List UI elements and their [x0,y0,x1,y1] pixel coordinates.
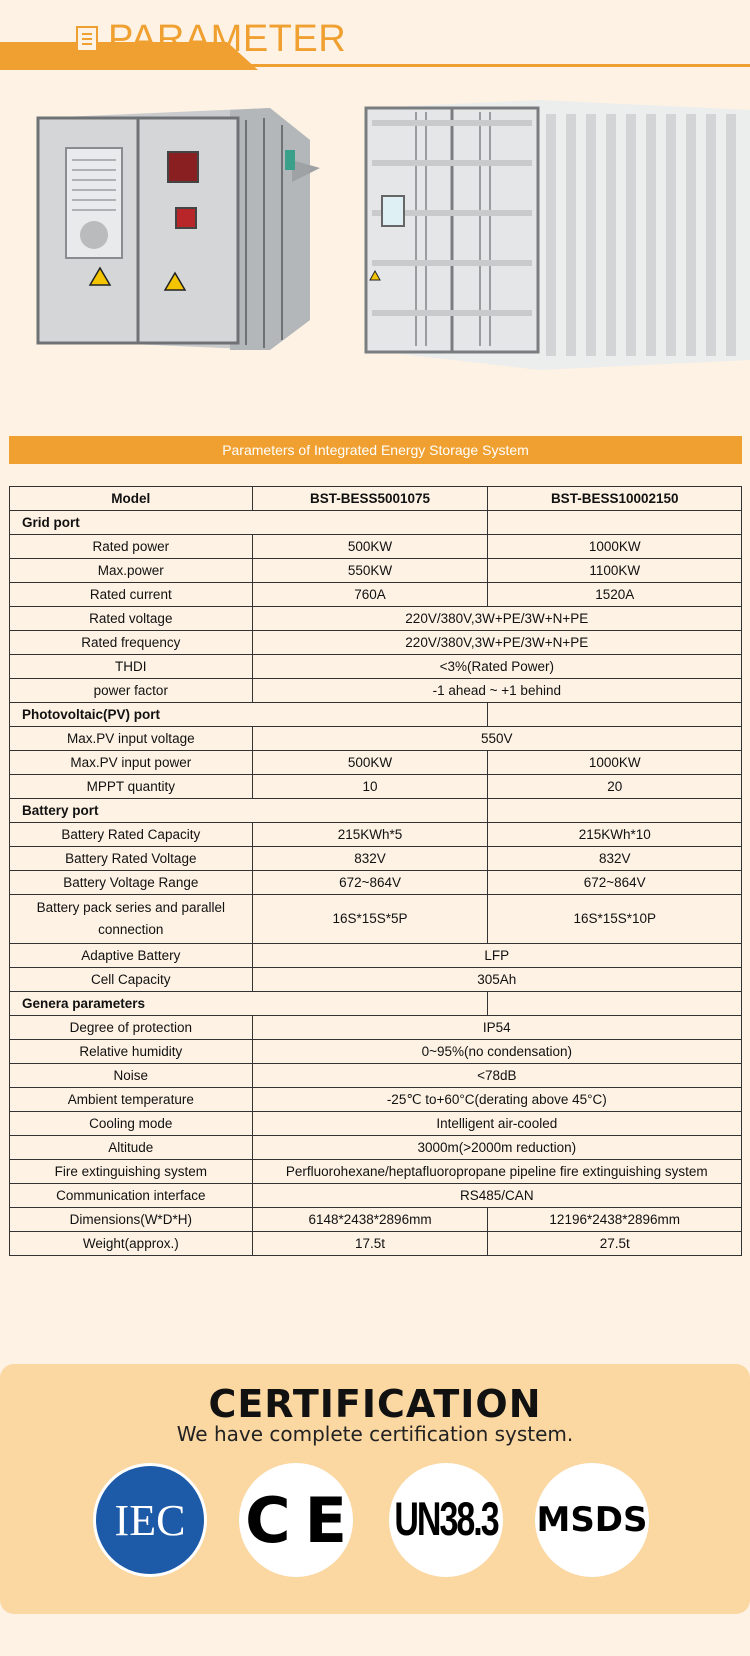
table-cell: Relative humidity [10,1040,253,1064]
table-cell: Cooling mode [10,1112,253,1136]
table-section-row [10,992,742,1016]
table-row [10,727,742,751]
table-cell [488,992,742,1016]
table-row [10,847,742,871]
table-cell: <78dB [252,1064,741,1088]
table-cell: 20 [488,775,742,799]
table-cell: 16S*15S*5P [252,895,488,944]
product-image-container-large [360,100,750,370]
table-row [10,631,742,655]
table-row [10,679,742,703]
un383-logo: UN38.3 [389,1463,503,1577]
table-cell: Rated frequency [10,631,253,655]
table-row [10,823,742,847]
table-cell: Grid port [10,511,488,535]
table-cell: Rated voltage [10,607,253,631]
table-cell: -1 ahead ~ +1 behind [252,679,741,703]
table-cell: 305Ah [252,968,741,992]
table-cell [488,511,742,535]
table-row [10,968,742,992]
table-row [10,1208,742,1232]
table-cell: 220V/380V,3W+PE/3W+N+PE [252,631,741,655]
table-cell: Intelligent air-cooled [252,1112,741,1136]
table-cell: Fire extinguishing system [10,1160,253,1184]
table-cell: 6148*2438*2896mm [252,1208,488,1232]
table-cell: 672~864V [252,871,488,895]
table-cell: -25℃ to+60°C(derating above 45°C) [252,1088,741,1112]
table-cell: Battery port [10,799,488,823]
table-cell: 1000KW [488,535,742,559]
table-cell: THDI [10,655,253,679]
table-cell: 16S*15S*10P [488,895,742,944]
table-cell: 3000m(>2000m reduction) [252,1136,741,1160]
table-cell: Battery Voltage Range [10,871,253,895]
table-cell: Battery Rated Voltage [10,847,253,871]
table-cell: 220V/380V,3W+PE/3W+N+PE [252,607,741,631]
table-cell: Adaptive Battery [10,944,253,968]
section-banner: Parameters of Integrated Energy Storage System [9,436,742,464]
table-cell: 1000KW [488,751,742,775]
table-cell: 760A [252,583,488,607]
spec-table [9,486,742,1256]
table-cell: Max.PV input voltage [10,727,253,751]
table-row [10,1088,742,1112]
table-cell: <3%(Rated Power) [252,655,741,679]
table-row [10,1016,742,1040]
ce-logo: CE [239,1463,353,1577]
table-section-row [10,511,742,535]
table-section-row [10,703,742,727]
page-header [0,0,750,80]
iec-logo: IEC [93,1463,207,1577]
product-image-container-small [30,100,350,370]
table-row [10,775,742,799]
table-cell: 832V [252,847,488,871]
table-cell: Genera parameters [10,992,488,1016]
table-row [10,1112,742,1136]
table-row [10,1232,742,1256]
table-cell: Max.PV input power [10,751,253,775]
table-cell: BST-BESS5001075 [252,487,488,511]
table-header-row [10,487,742,511]
document-icon [76,26,98,52]
table-cell: power factor [10,679,253,703]
table-cell: Battery pack series and parallel connection [10,895,253,944]
table-section-row [10,799,742,823]
table-cell: Dimensions(W*D*H) [10,1208,253,1232]
table-cell: Perfluorohexane/heptafluoropropane pipeline fire extinguishing system [252,1160,741,1184]
table-row [10,1184,742,1208]
table-cell: Model [10,487,253,511]
table-cell: Rated current [10,583,253,607]
table-cell: 832V [488,847,742,871]
table-cell: RS485/CAN [252,1184,741,1208]
table-row [10,1064,742,1088]
table-cell: Battery Rated Capacity [10,823,253,847]
table-cell: Max.power [10,559,253,583]
table-cell: 672~864V [488,871,742,895]
table-cell: Noise [10,1064,253,1088]
table-cell [488,703,742,727]
table-cell: 500KW [252,751,488,775]
table-cell: MPPT quantity [10,775,253,799]
table-cell: 12196*2438*2896mm [488,1208,742,1232]
table-row [10,535,742,559]
table-cell: 1100KW [488,559,742,583]
table-cell: Rated power [10,535,253,559]
certification-title: CERTIFICATION [208,1382,542,1426]
table-row [10,1136,742,1160]
table-cell: 17.5t [252,1232,488,1256]
table-cell: BST-BESS10002150 [488,487,742,511]
table-cell: 0~95%(no condensation) [252,1040,741,1064]
certification-subtitle: We have complete certification system. [176,1422,574,1446]
table-cell: Weight(approx.) [10,1232,253,1256]
table-row [10,583,742,607]
table-cell: 1520A [488,583,742,607]
table-cell: LFP [252,944,741,968]
table-cell: Altitude [10,1136,253,1160]
table-cell: Ambient temperature [10,1088,253,1112]
table-row [10,871,742,895]
table-row [10,655,742,679]
table-cell: IP54 [252,1016,741,1040]
table-cell: Communication interface [10,1184,253,1208]
table-cell: 215KWh*10 [488,823,742,847]
header-underline [0,64,750,67]
table-row [10,751,742,775]
table-cell: 500KW [252,535,488,559]
table-row [10,1160,742,1184]
table-row [10,607,742,631]
table-cell: 550KW [252,559,488,583]
page-title: PARAMETER [108,18,347,60]
table-row [10,1040,742,1064]
table-cell: Photovoltaic(PV) port [10,703,488,727]
table-row [10,944,742,968]
table-cell: 10 [252,775,488,799]
msds-logo: MSDS [535,1463,649,1577]
table-cell: Degree of protection [10,1016,253,1040]
table-cell [488,799,742,823]
table-cell: 550V [252,727,741,751]
table-row [10,895,742,944]
table-cell: 27.5t [488,1232,742,1256]
table-cell: Cell Capacity [10,968,253,992]
table-cell: 215KWh*5 [252,823,488,847]
table-row [10,559,742,583]
